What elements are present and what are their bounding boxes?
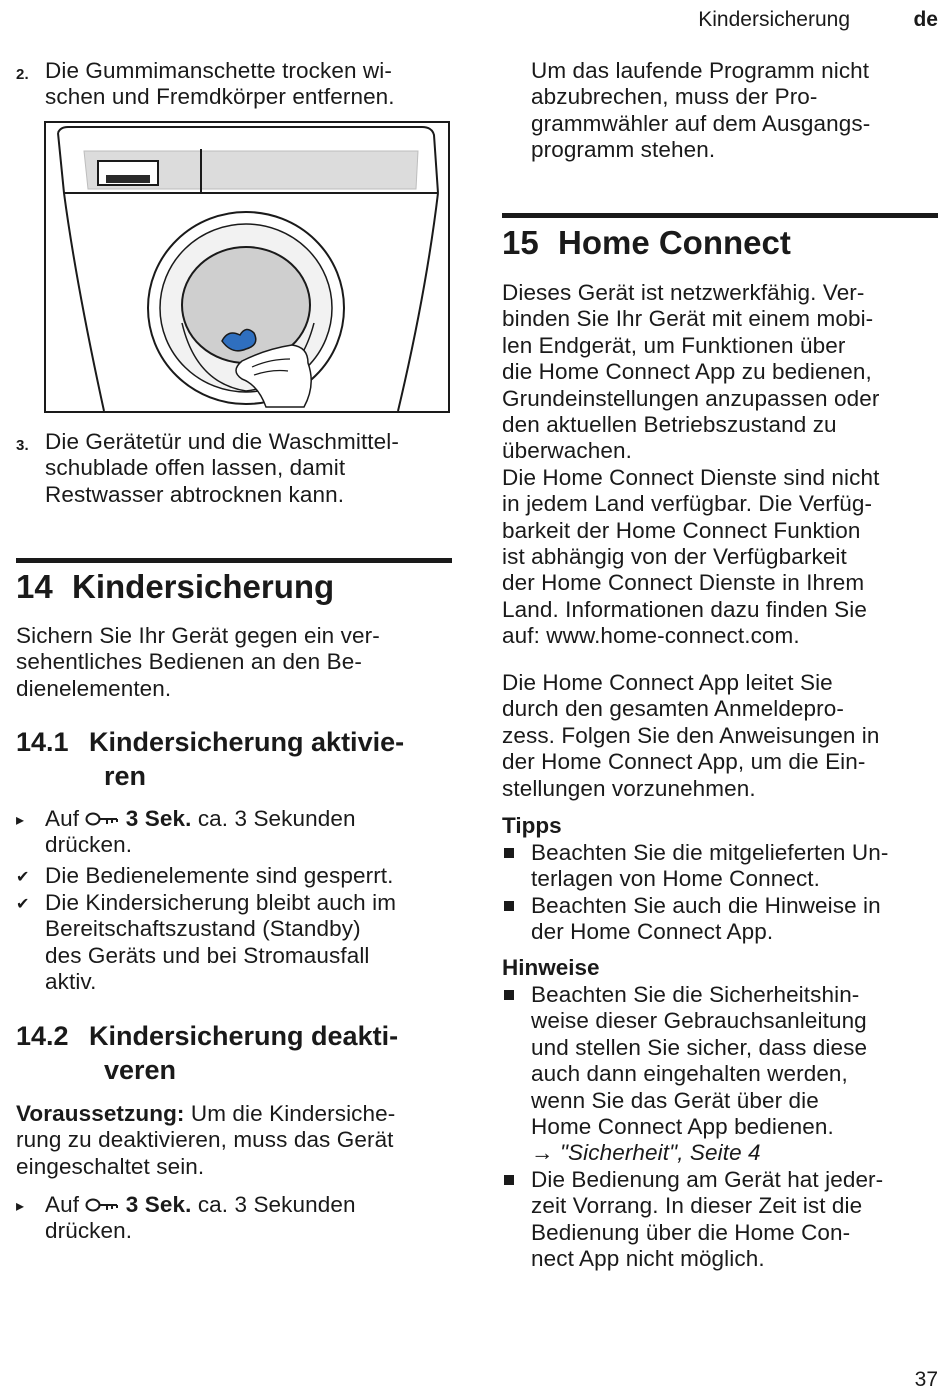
- subsection-title: Kindersicherung aktivie-: [89, 727, 405, 757]
- text-line: wenn Sie das Gerät über die: [531, 1087, 819, 1113]
- text-line: weise dieser Gebrauchsanleitung: [531, 1008, 867, 1034]
- text-line: binden Sie Ihr Gerät mit einem mobi-: [502, 306, 874, 332]
- subsection-14-2-heading: [16, 1019, 456, 1087]
- square-bullet-icon: [504, 1175, 514, 1185]
- running-header-section: Kindersicherung: [698, 8, 850, 31]
- text-line: grammwähler auf dem Ausgangs-: [531, 110, 871, 136]
- section-number: 14: [16, 568, 53, 605]
- text-line: Die Home Connect Dienste sind nicht: [502, 464, 880, 490]
- text-line: der Home Connect App, um die Ein-: [502, 749, 866, 775]
- key-icon: [85, 1197, 119, 1213]
- text-line: Um die Kindersiche-: [190, 1101, 396, 1126]
- step-number: 2.: [16, 66, 29, 83]
- section-title: Kindersicherung: [72, 568, 335, 605]
- subsection-number: 14.2: [16, 1021, 69, 1051]
- running-header-language: de: [913, 8, 938, 31]
- note-item: [502, 1167, 942, 1273]
- right-top-paragraph: [531, 58, 943, 164]
- step-3: [16, 429, 456, 508]
- section-title: Home Connect: [558, 224, 791, 261]
- tips-heading: Tipps: [502, 813, 562, 838]
- key-duration: 3 Sek.: [125, 806, 192, 831]
- action-text: Auf: [45, 1192, 80, 1217]
- notes-heading: Hinweise: [502, 955, 600, 980]
- text-line: eingeschaltet sein.: [16, 1153, 205, 1179]
- step-text-line: Die Gummimanschette trocken wi-: [45, 58, 392, 83]
- text-line: programm stehen.: [531, 137, 716, 163]
- action-step: [16, 1192, 456, 1245]
- section-14-heading: [16, 568, 334, 606]
- text-line: Die Bedienung am Gerät hat jeder-: [531, 1167, 884, 1192]
- text-line: die Home Connect App zu bedienen,: [502, 359, 872, 385]
- text-line: terlagen von Home Connect.: [531, 866, 821, 892]
- action-text-line: drücken.: [45, 1218, 133, 1244]
- step-text-line: schen und Fremdkörper entfernen.: [45, 84, 395, 110]
- key-duration: 3 Sek.: [125, 1192, 192, 1217]
- text-line: Home Connect App bedienen.: [531, 1114, 834, 1140]
- text-line: dienelementen.: [16, 675, 172, 701]
- cross-reference-link[interactable]: "Sicherheit", Seite 4: [559, 1140, 761, 1166]
- text-line: Um das laufende Programm nicht: [531, 58, 870, 83]
- tip-item: [502, 893, 942, 946]
- step-text-line: Restwasser abtrocknen kann.: [45, 481, 345, 507]
- result-item: [16, 890, 456, 996]
- key-icon: [85, 811, 119, 827]
- square-bullet-icon: [504, 848, 514, 858]
- text-line: zeit Vorrang. In dieser Zeit ist die: [531, 1193, 863, 1219]
- section-14-intro: [16, 623, 456, 702]
- square-bullet-icon: [504, 990, 514, 1000]
- text-line: durch den gesamten Anmeldepro-: [502, 696, 844, 722]
- subsection-number: 14.1: [16, 727, 69, 757]
- section-15-paragraph-1: [502, 280, 946, 650]
- text-line: zess. Folgen Sie den Anweisungen in: [502, 722, 880, 748]
- subsection-title: Kindersicherung deakti-: [89, 1021, 399, 1051]
- result-text-line: aktiv.: [45, 969, 97, 995]
- text-line: Bedienung über die Home Con-: [531, 1219, 851, 1245]
- result-text-line: Bereitschaftszustand (Standby): [45, 916, 361, 942]
- text-line: der Home Connect Dienste in Ihrem: [502, 570, 865, 596]
- text-line: Grundeinstellungen anzupassen oder: [502, 385, 880, 411]
- section-15-heading: [502, 224, 791, 262]
- tip-item: [502, 840, 942, 893]
- page-number: 37: [914, 1368, 938, 1391]
- section-rule: [502, 213, 938, 218]
- text-line: auf: www.home-connect.com.: [502, 623, 800, 649]
- result-text-line: des Geräts und bei Stromausfall: [45, 942, 370, 968]
- cross-reference-arrow-icon: →: [531, 1140, 554, 1166]
- check-icon: ✔: [16, 869, 30, 886]
- action-text: ca. 3 Sekunden: [197, 806, 356, 831]
- text-line: sehentliches Bedienen an den Be-: [16, 649, 362, 675]
- section-rule: [16, 558, 452, 563]
- washer-drum-drawing: [46, 123, 448, 411]
- step-number: 3.: [16, 437, 29, 454]
- subsection-title-cont: ren: [104, 761, 147, 791]
- step-text-line: schublade offen lassen, damit: [45, 455, 346, 481]
- text-line: stellungen vorzunehmen.: [502, 775, 756, 801]
- section-number: 15: [502, 224, 539, 261]
- text-line: rung zu deaktivieren, muss das Gerät: [16, 1127, 394, 1153]
- text-line: Land. Informationen dazu finden Sie: [502, 596, 868, 622]
- text-line: Beachten Sie die Sicherheitshin-: [531, 982, 860, 1007]
- action-step: [16, 806, 456, 859]
- subsection-title-cont: veren: [104, 1055, 177, 1085]
- text-line: überwachen.: [502, 438, 632, 464]
- subsection-14-1-heading: [16, 725, 456, 793]
- result-item: [16, 863, 456, 889]
- text-line: len Endgerät, um Funktionen über: [502, 332, 846, 358]
- text-line: barkeit der Home Connect Funktion: [502, 517, 861, 543]
- result-text-line: Die Bedienelemente sind gesperrt.: [45, 863, 394, 888]
- note-item: [502, 982, 942, 1167]
- text-line: abzubrechen, muss der Pro-: [531, 84, 818, 110]
- square-bullet-icon: [504, 901, 514, 911]
- action-text: Auf: [45, 806, 80, 831]
- prerequisite: [16, 1101, 456, 1180]
- text-line: auch dann eingehalten werden,: [531, 1061, 848, 1087]
- action-arrow-icon: ▸: [16, 1198, 25, 1215]
- text-line: ist abhängig von der Verfügbarkeit: [502, 544, 847, 570]
- text-line: der Home Connect App.: [531, 919, 774, 945]
- text-line: Sichern Sie Ihr Gerät gegen ein ver-: [16, 623, 380, 648]
- step-2: [16, 58, 456, 111]
- result-text-line: Die Kindersicherung bleibt auch im: [45, 890, 397, 915]
- action-text-line: drücken.: [45, 832, 133, 858]
- text-line: und stellen Sie sicher, dass diese: [531, 1034, 868, 1060]
- text-line: den aktuellen Betriebszustand zu: [502, 412, 837, 438]
- washing-machine-illustration: [44, 121, 450, 413]
- action-text: ca. 3 Sekunden: [197, 1192, 356, 1217]
- text-line: in jedem Land verfügbar. Die Verfüg-: [502, 491, 873, 517]
- text-line: Die Home Connect App leitet Sie: [502, 670, 833, 695]
- prerequisite-label: Voraussetzung:: [16, 1101, 185, 1126]
- section-15-paragraph-2: [502, 670, 946, 802]
- text-line: Beachten Sie die mitgelieferten Un-: [531, 840, 889, 865]
- step-text-line: Die Gerätetür und die Waschmittel-: [45, 429, 399, 454]
- text-line: Beachten Sie auch die Hinweise in: [531, 893, 881, 918]
- text-line: Dieses Gerät ist netzwerkfähig. Ver-: [502, 280, 865, 305]
- text-line: nect App nicht möglich.: [531, 1246, 765, 1272]
- action-arrow-icon: ▸: [16, 812, 25, 829]
- check-icon: ✔: [16, 896, 30, 913]
